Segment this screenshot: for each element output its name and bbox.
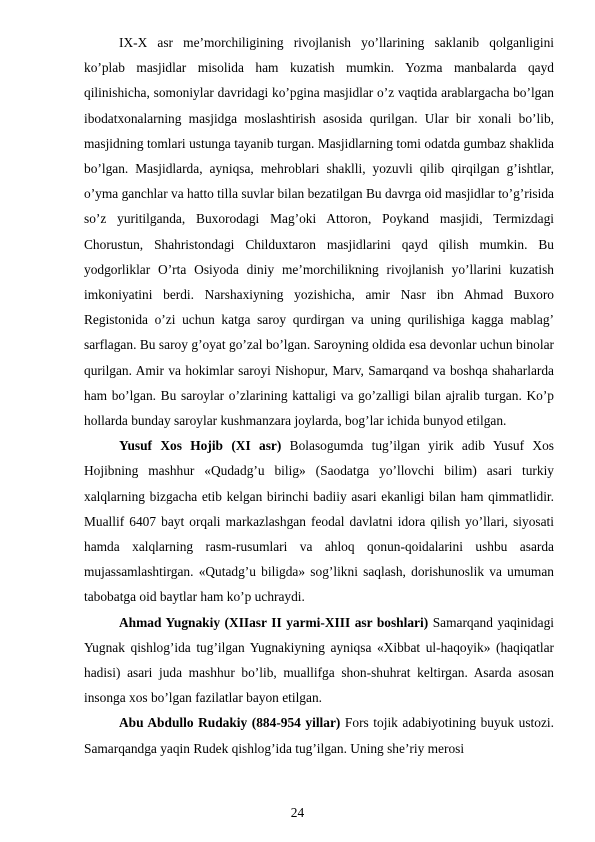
paragraph-heading: Ahmad Yugnakiy (XIIasr II yarmi-XIII asr boshlari) [119,614,429,630]
paragraph-text: Samarqand yaqinidagi Yugnak qishlog’ida tug’ilgan Yugnakiyning ayniqsa «Xibbat ul-haqoyik» (haqiqatlar hadisi) asari juda mashhur bo’lib, muallifga shon-shuhrat keltirgan. Asarda asosan insonga xos bo’lgan fazilatlar bayon etilgan. [84,614,554,706]
paragraph-ahmad-yugnakiy [84,610,554,711]
paragraph-text: Bolasogumda tug’ilgan yirik adib Yusuf Xos Hojibning mashhur «Qudadg’u bilig» (Saodatga yo’llovchi bilim) asari turkiy xalqlarning bizgacha etib kelgan birinchi badiiy asari ekanligi bilan ham qimmatlidir. Muallif 6407 bayt orqali markazlashgan feodal davlatni idora qilish yo’llari, siyosati hamda xalqlarning rasm-rusumlari va ahloq qonun-qoidalarini ushbu asarda mujassamlashtirgan. «Qutadg’u biligda» sog’likni saqlash, dorishunoslik va umuman tabobatga oid baytlar ham ko’p uchraydi. [84,438,554,605]
paragraph-heading: Abu Abdullo Rudakiy (884-954 yillar) [119,715,341,731]
document-page [84,30,554,761]
paragraph-heading: Yusuf Xos Hojib (XI asr) [119,438,282,454]
page-number: 24 [290,805,305,820]
paragraph-architecture [84,30,554,433]
paragraph-text: IX-X asr me’morchiligining rivojlanish yo’llarining saklanib qolganligini ko’plab masjidlar misolida ham kuzatish mumkin. Yozma manbalarda qayd qilinishicha, somoniylar davridagi ko’pgina masjidlar o’z vaqtida arablargacha bo’lgan ibodatxonalarning masjidga moslashtirish asosida qurilgan. Ular bir xonali bo’lib, masjidning tomlari ustunga tayanib turgan. Masjidlarning tomi odatda gumbaz shaklida bo’lgan. Masjidlarda, ayniqsa, mehroblari shaklli, yozuvli qilib qirqilgan g’ishtlar, o’yma ganchlar va hatto tilla suvlar bilan bezatilgan Bu davrga oid masjidlar to’g’risida so’z yuritilganda, Buxorodagi Mag’oki Attoron, Poykand masjidi, Termizdagi Chorustun, Shahristondagi Childuxtaron masjidlarini qayd qilish mumkin. Bu yodgorliklar O’rta Osiyoda diniy me’morchilikning rivojlanish yo’llarini kuzatish imkoniyatini berdi. Narshaxiyning yozishicha, amir Nasr ibn Ahmad Buxoro Registonida o’zi uchun katga saroy qurdirgan va uning qurilishiga kagga mablag’ sarflagan. Bu saroy g’oyat go’zal bo’lgan. Saroyning oldida esa devonlar uchun binolar qurilgan. Amir va hokimlar saroyi Nishopur, Marv, Samarqand va boshqa shaharlarda ham bo’lgan. Bu saroylar o’zlarining kattaligi va go’zalligi bilan ajralib turgan. Ko’p hollarda bunday saroylar kushmanzara joylarda, bog’lar ichida bunyod etilgan. [84,35,554,429]
paragraph-text: Fors tojik adabiyotining buyuk ustozi. Samarqandga yaqin Rudek qishlog’ida tug’ilgan. Uning she’riy merosi [84,715,554,756]
paragraph-yusuf-xos-hojib [84,433,554,609]
paragraph-rudakiy [84,710,554,760]
